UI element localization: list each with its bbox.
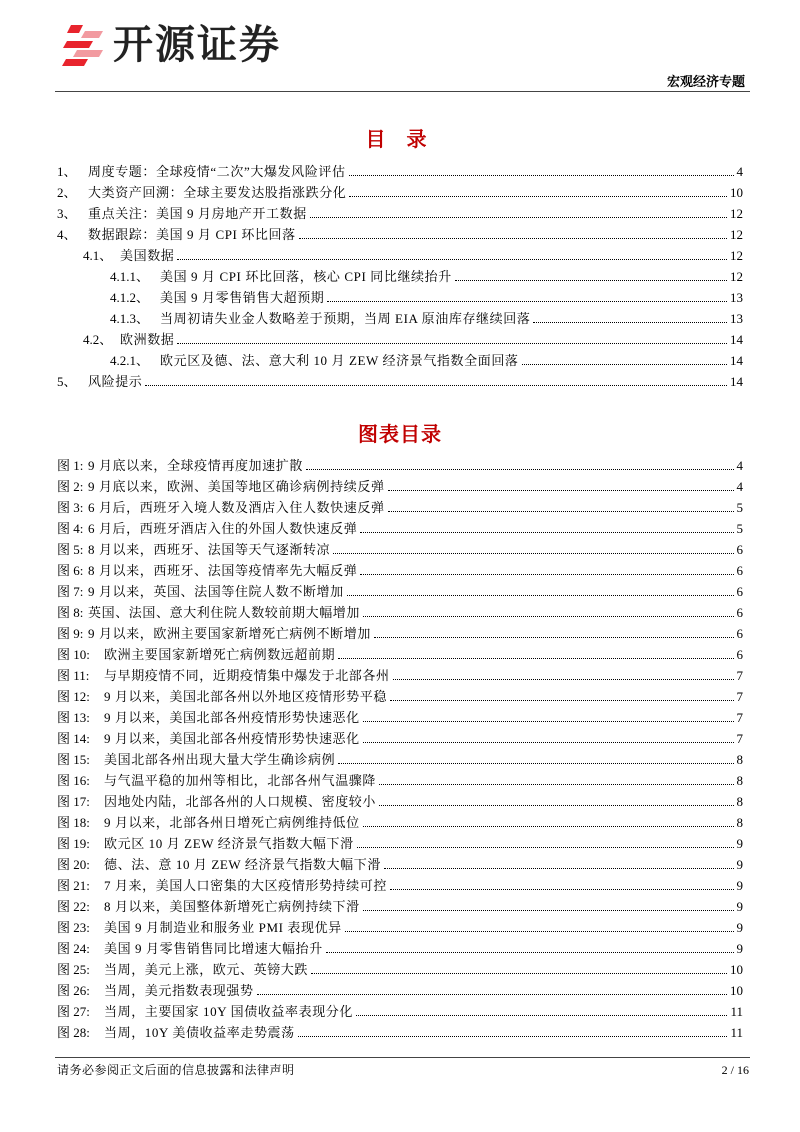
- figure-entry[interactable]: [57, 539, 743, 560]
- toc-entry-number: 4、: [57, 227, 77, 242]
- dot-leader: [363, 721, 734, 722]
- dot-leader: [299, 238, 727, 239]
- figure-entry[interactable]: [57, 665, 743, 686]
- figure-entry[interactable]: [57, 896, 743, 917]
- page-number: 2 / 16: [721, 1063, 749, 1077]
- figure-entry-label: 图 12:: [57, 689, 90, 704]
- dot-leader: [360, 532, 733, 533]
- dot-leader: [455, 280, 727, 281]
- figure-entry-page: 6: [736, 647, 743, 662]
- list-of-figures: [57, 455, 743, 1043]
- dot-leader: [522, 364, 727, 365]
- figure-entry-label: 图 22:: [57, 899, 90, 914]
- figure-entry-label: 图 10:: [57, 647, 90, 662]
- figure-entry[interactable]: [57, 602, 743, 623]
- figure-entry-label: 图 23:: [57, 920, 90, 935]
- toc-entry[interactable]: [57, 329, 743, 350]
- figure-entry[interactable]: [57, 791, 743, 812]
- figure-entry-page: 8: [736, 773, 743, 788]
- figure-entry-label: 图 17:: [57, 794, 90, 809]
- dot-leader: [306, 469, 734, 470]
- dot-leader: [349, 196, 727, 197]
- toc-entry-page: 12: [730, 227, 743, 242]
- toc-entry-number: 4.1.3、: [110, 311, 150, 326]
- figure-entry[interactable]: [57, 1001, 743, 1022]
- figure-entry-label: 图 7:: [57, 584, 84, 599]
- figure-entry[interactable]: [57, 476, 743, 497]
- dot-leader: [338, 658, 733, 659]
- figure-entry-page: 10: [730, 962, 743, 977]
- figure-entry-page: 5: [736, 500, 743, 515]
- figure-entry-page: 4: [736, 479, 743, 494]
- dot-leader: [257, 994, 727, 995]
- figure-entry[interactable]: [57, 623, 743, 644]
- figure-entry-label: 图 11:: [57, 668, 90, 683]
- figure-entry-title: 当周，美元指数表现强势: [104, 983, 254, 998]
- figure-entry-label: 图 16:: [57, 773, 90, 788]
- figure-entry-page: 6: [736, 542, 743, 557]
- toc-entry-number: 4.2、: [83, 332, 113, 347]
- toc-title: 目 录: [365, 129, 435, 151]
- toc-entry-page: 10: [730, 185, 743, 200]
- dot-leader: [326, 952, 734, 953]
- figure-entry-title: 9 月以来，美国北部各州以外地区疫情形势平稳: [104, 689, 387, 704]
- figure-entry-page: 7: [736, 689, 743, 704]
- figure-entry-label: 图 3:: [57, 500, 84, 515]
- figure-entry-label: 图 13:: [57, 710, 90, 725]
- dot-leader: [310, 217, 727, 218]
- figure-entry[interactable]: [57, 770, 743, 791]
- figure-entry[interactable]: [57, 560, 743, 581]
- figure-entry-title: 8 月以来，西班牙、法国等疫情率先大幅反弹: [88, 563, 358, 578]
- dot-leader: [360, 574, 733, 575]
- footer-divider: [55, 1057, 750, 1058]
- figure-entry[interactable]: [57, 518, 743, 539]
- figure-entry-page: 7: [736, 731, 743, 746]
- figure-entry[interactable]: [57, 917, 743, 938]
- toc-entry-page: 12: [730, 248, 743, 263]
- dot-leader: [388, 511, 734, 512]
- figure-entry-page: 11: [730, 1004, 743, 1019]
- figure-entry[interactable]: [57, 875, 743, 896]
- toc-entry[interactable]: [57, 203, 743, 224]
- dot-leader: [145, 385, 727, 386]
- figure-entry-title: 与气温平稳的加州等相比，北部各州气温骤降: [104, 773, 377, 788]
- figure-entry-label: 图 8:: [57, 605, 84, 620]
- figure-entry-label: 图 25:: [57, 962, 90, 977]
- dot-leader: [363, 616, 733, 617]
- dot-leader: [363, 742, 734, 743]
- figure-entry[interactable]: [57, 581, 743, 602]
- figure-entry[interactable]: [57, 728, 743, 749]
- figure-entry-label: 图 4:: [57, 521, 84, 536]
- dot-leader: [374, 637, 734, 638]
- toc-entry-number: 4.1.2、: [110, 290, 150, 305]
- figure-entry[interactable]: [57, 1022, 743, 1043]
- figure-entry[interactable]: [57, 455, 743, 476]
- dot-leader: [533, 322, 727, 323]
- figure-entry-page: 7: [736, 710, 743, 725]
- figure-entry-title: 7 月来，美国人口密集的大区疫情形势持续可控: [104, 878, 387, 893]
- figure-entry-title: 英国、法国、意大利住院人数较前期大幅增加: [88, 605, 361, 620]
- dot-leader: [384, 868, 734, 869]
- figure-entry-page: 6: [736, 605, 743, 620]
- figure-entry-page: 8: [736, 794, 743, 809]
- figure-entry-page: 10: [730, 983, 743, 998]
- figure-entry-title: 8 月以来，美国整体新增死亡病例持续下滑: [104, 899, 360, 914]
- figure-entry-title: 9 月底以来，全球疫情再度加速扩散: [88, 458, 303, 473]
- figure-entry-page: 8: [736, 815, 743, 830]
- toc-entry-title: 风险提示: [88, 374, 143, 389]
- toc-entry-title: 大类资产回溯：全球主要发达股指涨跌分化: [88, 185, 347, 200]
- dot-leader: [357, 847, 734, 848]
- toc-entry-number: 4.1.1、: [110, 269, 150, 284]
- figure-entry-title: 9 月以来，美国北部各州疫情形势快速恶化: [104, 710, 360, 725]
- toc-entry-number: 2、: [57, 185, 77, 200]
- figure-entry[interactable]: [57, 854, 743, 875]
- table-of-contents: [57, 161, 743, 392]
- toc-entry[interactable]: [57, 161, 743, 182]
- figure-entry[interactable]: [57, 980, 743, 1001]
- toc-entry[interactable]: [57, 224, 743, 245]
- figure-entry-label: 图 15:: [57, 752, 90, 767]
- toc-entry-number: 1、: [57, 164, 77, 179]
- toc-entry[interactable]: [57, 287, 743, 308]
- figure-entry-title: 欧洲主要国家新增死亡病例数远超前期: [104, 647, 336, 662]
- figure-entry-title: 9 月以来，欧洲主要国家新增死亡病例不断增加: [88, 626, 371, 641]
- toc-entry-page: 14: [730, 374, 743, 389]
- dot-leader: [177, 259, 727, 260]
- figure-entry-label: 图 14:: [57, 731, 90, 746]
- figure-entry-page: 9: [736, 941, 743, 956]
- figure-entry-title: 9 月以来，美国北部各州疫情形势快速恶化: [104, 731, 360, 746]
- figure-entry-label: 图 9:: [57, 626, 84, 641]
- toc-entry-page: 14: [730, 353, 743, 368]
- figure-entry[interactable]: [57, 686, 743, 707]
- figure-entry-title: 9 月以来，北部各州日增死亡病例维持低位: [104, 815, 360, 830]
- figure-entry-label: 图 24:: [57, 941, 90, 956]
- figure-entry-page: 8: [736, 752, 743, 767]
- toc-entry-number: 4.2.1、: [110, 353, 150, 368]
- figure-entry-page: 11: [730, 1025, 743, 1040]
- dot-leader: [349, 175, 734, 176]
- figure-entry-label: 图 28:: [57, 1025, 90, 1040]
- figure-entry-page: 6: [736, 626, 743, 641]
- toc-entry[interactable]: [57, 245, 743, 266]
- figure-entry-page: 6: [736, 563, 743, 578]
- toc-entry-page: 12: [730, 269, 743, 284]
- figure-entry-page: 4: [736, 458, 743, 473]
- toc-entry-number: 5、: [57, 374, 77, 389]
- figure-entry-page: 9: [736, 920, 743, 935]
- dot-leader: [327, 301, 727, 302]
- figure-entry-title: 9 月底以来，欧洲、美国等地区确诊病例持续反弹: [88, 479, 385, 494]
- dot-leader: [388, 490, 734, 491]
- toc-entry-page: 13: [730, 311, 743, 326]
- toc-entry[interactable]: [57, 308, 743, 329]
- header-divider: [55, 91, 750, 92]
- dot-leader: [379, 784, 733, 785]
- toc-entry-title: 当周初请失业金人数略差于预期，当周 EIA 原油库存继续回落: [160, 311, 531, 326]
- figure-entry[interactable]: [57, 938, 743, 959]
- toc-entry-page: 4: [736, 164, 743, 179]
- figure-entry-page: 9: [736, 878, 743, 893]
- figure-entry[interactable]: [57, 749, 743, 770]
- toc-entry[interactable]: [57, 266, 743, 287]
- dot-leader: [311, 973, 727, 974]
- figure-entry-title: 当周，美元上涨，欧元、英镑大跌: [104, 962, 309, 977]
- toc-entry-title: 周度专题：全球疫情“二次”大爆发风险评估: [88, 164, 346, 179]
- figure-entry-label: 图 21:: [57, 878, 90, 893]
- toc-entry-title: 美国数据: [120, 248, 175, 263]
- toc-entry-page: 12: [730, 206, 743, 221]
- dot-leader: [390, 889, 734, 890]
- figure-entry-title: 6 月后，西班牙酒店入住的外国人数快速反弹: [88, 521, 358, 536]
- toc-entry-number: 4.1、: [83, 248, 113, 263]
- figure-entry-page: 9: [736, 857, 743, 872]
- figure-entry-label: 图 2:: [57, 479, 84, 494]
- figure-entry-title: 德、法、意 10 月 ZEW 经济景气指数大幅下滑: [104, 857, 381, 872]
- footer-disclaimer: 请务必参阅正文后面的信息披露和法律声明: [57, 1063, 295, 1077]
- toc-entry[interactable]: [57, 371, 743, 392]
- toc-entry-title: 欧洲数据: [120, 332, 175, 347]
- dot-leader: [177, 343, 727, 344]
- dot-leader: [298, 1036, 728, 1037]
- figure-entry-label: 图 19:: [57, 836, 90, 851]
- figure-entry[interactable]: [57, 959, 743, 980]
- logo-icon: [62, 22, 108, 68]
- figure-entry-label: 图 26:: [57, 983, 90, 998]
- dot-leader: [338, 763, 733, 764]
- toc-entry-title: 欧元区及德、法、意大利 10 月 ZEW 经济景气指数全面回落: [160, 353, 519, 368]
- figure-entry-page: 6: [736, 584, 743, 599]
- dot-leader: [379, 805, 733, 806]
- figure-entry-title: 6 月后，西班牙入境人数及酒店入住人数快速反弹: [88, 500, 385, 515]
- toc-entry-number: 3、: [57, 206, 77, 221]
- toc-entry[interactable]: [57, 350, 743, 371]
- figure-entry-label: 图 18:: [57, 815, 90, 830]
- figure-entry-title: 当周，10Y 美债收益率走势震荡: [104, 1025, 295, 1040]
- figure-entry-title: 美国 9 月零售销售同比增速大幅抬升: [104, 941, 323, 956]
- figure-entry-label: 图 6:: [57, 563, 84, 578]
- figure-entry-page: 7: [736, 668, 743, 683]
- dot-leader: [363, 910, 734, 911]
- report-type-label: 宏观经济专题: [666, 74, 745, 89]
- dot-leader: [393, 679, 734, 680]
- figure-entry-title: 8 月以来，西班牙、法国等天气逐渐转凉: [88, 542, 331, 557]
- figure-entry[interactable]: [57, 707, 743, 728]
- toc-entry-title: 美国 9 月零售销售大超预期: [160, 290, 325, 305]
- dot-leader: [363, 826, 734, 827]
- figure-entry-title: 美国 9 月制造业和服务业 PMI 表现优异: [104, 920, 342, 935]
- toc-entry-title: 数据跟踪：美国 9 月 CPI 环比回落: [88, 227, 296, 242]
- dot-leader: [390, 700, 734, 701]
- toc-entry[interactable]: [57, 182, 743, 203]
- dot-leader: [347, 595, 734, 596]
- figure-entry-page: 5: [736, 521, 743, 536]
- dot-leader: [356, 1015, 727, 1016]
- figure-entry-title: 欧元区 10 月 ZEW 经济景气指数大幅下滑: [104, 836, 354, 851]
- figure-entry-label: 图 27:: [57, 1004, 90, 1019]
- toc-entry-title: 美国 9 月 CPI 环比回落，核心 CPI 同比继续抬升: [160, 269, 452, 284]
- figure-entry-title: 因地处内陆，北部各州的人口规模、密度较小: [104, 794, 377, 809]
- figure-entry-title: 美国北部各州出现大量大学生确诊病例: [104, 752, 336, 767]
- toc-entry-title: 重点关注：美国 9 月房地产开工数据: [88, 206, 307, 221]
- figure-entry-title: 与早期疫情不同，近期疫情集中爆发于北部各州: [104, 668, 390, 683]
- figure-entry-title: 当周，主要国家 10Y 国债收益率表现分化: [104, 1004, 354, 1019]
- dot-leader: [345, 931, 734, 932]
- figure-entry-page: 9: [736, 836, 743, 851]
- figure-entry[interactable]: [57, 497, 743, 518]
- toc-entry-page: 13: [730, 290, 743, 305]
- dot-leader: [333, 553, 733, 554]
- brand-name: 开源证券: [113, 23, 281, 67]
- toc-entry-page: 14: [730, 332, 743, 347]
- figure-entry-label: 图 20:: [57, 857, 90, 872]
- figure-entry[interactable]: [57, 644, 743, 665]
- figure-list-title: 图表目录: [358, 424, 442, 446]
- figure-entry[interactable]: [57, 833, 743, 854]
- figure-entry-label: 图 5:: [57, 542, 84, 557]
- figure-entry-page: 9: [736, 899, 743, 914]
- figure-entry-label: 图 1:: [57, 458, 84, 473]
- figure-entry-title: 9 月以来，英国、法国等住院人数不断增加: [88, 584, 344, 599]
- company-logo: [62, 22, 281, 68]
- figure-entry[interactable]: [57, 812, 743, 833]
